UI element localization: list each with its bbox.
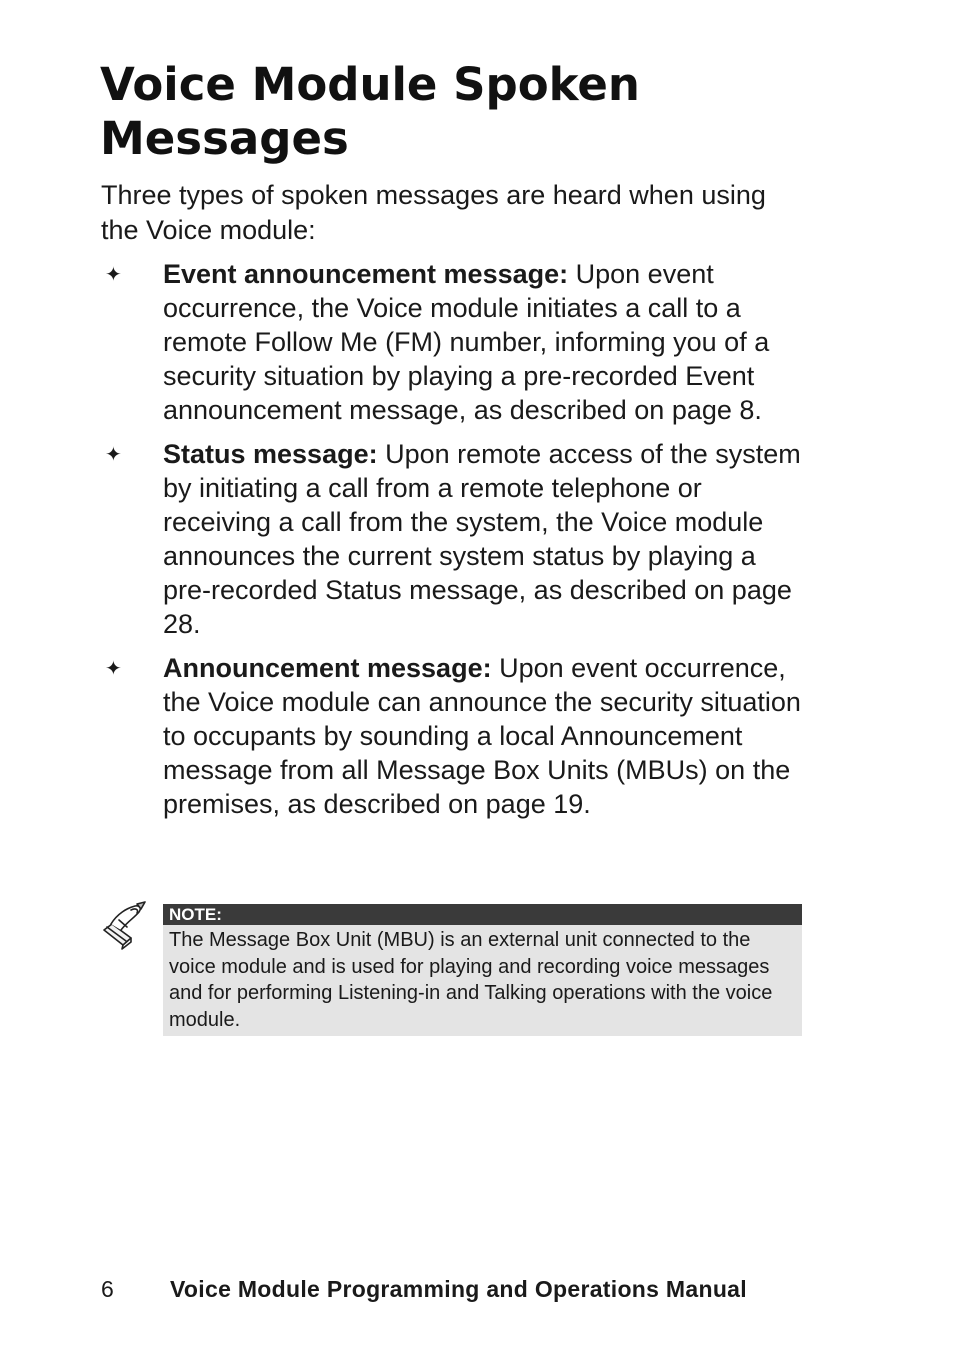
manual-title: Voice Module Programming and Operations Manual	[170, 1276, 747, 1302]
list-item-status-message	[101, 437, 801, 641]
bullet-description: Upon event occurrence, the Voice module initiates a call to a remote Follow Me (FM) number, informing you of a security situation by playing a pre-recorded Event announcement message, as described on page 8.	[163, 259, 770, 425]
note-pen-icon	[101, 900, 153, 952]
list-item-event-announcement	[101, 257, 801, 427]
bullet-star-icon: ✦	[105, 262, 122, 286]
bullet-star-icon: ✦	[105, 442, 122, 466]
page-title: Voice Module Spoken Messages	[100, 58, 640, 165]
list-item-announcement-message	[101, 651, 801, 821]
bullet-star-icon: ✦	[105, 656, 122, 680]
note-box	[163, 904, 802, 1036]
note-text: The Message Box Unit (MBU) is an external unit connected to the voice module and is used for playing and recording voice messages and for performing Listening-in and Talking operations with the voice module.	[169, 929, 773, 1031]
page-number: 6	[101, 1276, 114, 1302]
note-label: NOTE:	[163, 904, 802, 925]
bullet-term: Event announcement message:	[163, 259, 569, 289]
bullet-term: Announcement message:	[163, 653, 492, 683]
message-type-list	[101, 257, 801, 831]
bullet-description: Upon remote access of the system by initiating a call from a remote telephone or receiving a call from the system, the Voice module announces the current system status by playing a pre-recorded Status message, as described on page 28.	[163, 439, 801, 639]
bullet-term: Status message:	[163, 439, 378, 469]
intro-paragraph: Three types of spoken messages are heard when using the Voice module:	[101, 180, 766, 245]
bullet-description: Upon event occurrence, the Voice module can announce the security situation to occupants by sounding a local Announcement message from all Message Box Units (MBUs) on the premises, as described on page 19.	[163, 653, 801, 819]
